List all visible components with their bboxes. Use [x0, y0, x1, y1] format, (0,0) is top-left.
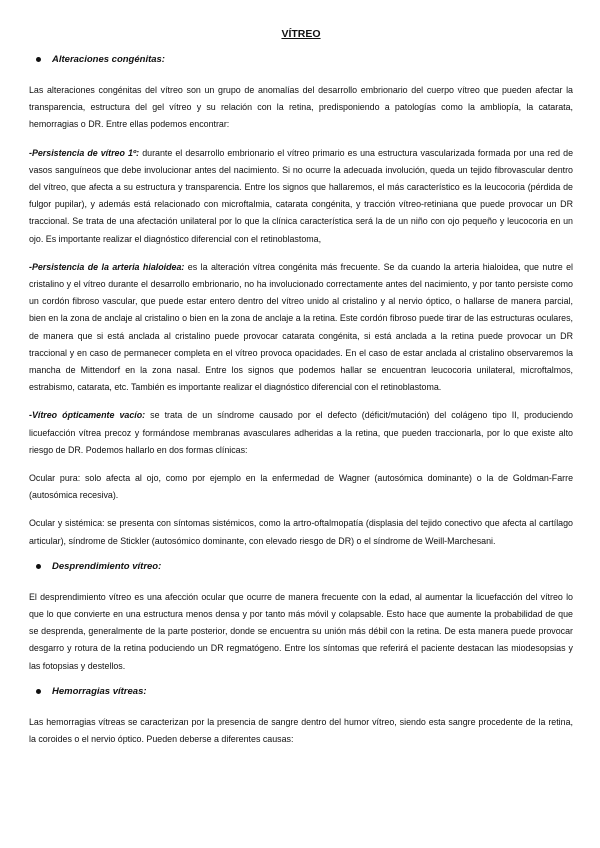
paragraph-lead: -Persistencia de vítreo 1º:: [29, 147, 140, 158]
paragraph-hyaloid-artery: [29, 259, 573, 397]
bullet-icon: [36, 57, 41, 62]
paragraph-body: es la alteración vítrea congénita más frecuente. Se da cuando la arteria hialoidea, que nutre el cristalino y el vítreo durante el desarrollo embrionario, no ha involucionado correctamente antes del nacimiento, y por tanto persiste como un cordón fibroso vascular, que puede estar entero dentro del vítreo unido al cristalino y al nervio óptico, o hallarse de manera parcial, bien en la zona de anclaje al cristalino o bien en la zona de anclaje a la retina. Este cordón fibroso puede tirar de las estructuras oculares, de manera que si está anclada al cristalino puede provocar catarata congénita, si está anclada a la retina puede provocar un DR traccional y en caso de permanecer completa en el vítreo provoca opacidades. En el caso de estar anclada al cristalino observaremos la mancha de Mittendorf en la zona nasal. Entre los signos que podemos hallar se encuentran leucocoria unilateral, microftalmos, estrabismo, catarata, etc. También es importante realizar el diagnóstico diferencial con el retinoblastoma.: [29, 261, 574, 393]
section-heading-label: Hemorragias vítreas:: [52, 685, 147, 697]
page-title: VÍTREO: [281, 28, 321, 40]
clinical-form-ocular: Ocular pura: solo afecta al ojo, como por ejemplo en la enfermedad de Wagner (autosómica dominante) o la de Goldman-Farre (autosómica recesiva).: [29, 473, 573, 501]
section-heading-congenital: [29, 54, 573, 65]
paragraph-primary-vitreous: [29, 145, 573, 248]
hemorrhage-text: Las hemorragias vítreas se caracterizan por la presencia de sangre dentro del humor vítreo, siendo esta sangre procedente de la retina, la coroides o el nervio óptico. Pueden deberse a diferentes causas:: [29, 716, 573, 745]
paragraph-empty-vitreous: [29, 407, 573, 459]
paragraph-lead: -Persistencia de la arteria hialoidea:: [29, 261, 185, 272]
section-heading-detachment: [29, 561, 573, 572]
section-heading-label: Alteraciones congénitas:: [52, 54, 165, 65]
section-heading-hemorrhage: [29, 686, 573, 697]
detachment-text: El desprendimiento vítreo es una afección ocular que ocurre de manera frecuente con la edad, al aumentar la licuefacción del vítreo lo que lo que convierte en una estructura menos densa y por tanto más móvil y colapsable. Esto hace que aumente la probabilidad de que se desprenda, generalmente de la parte posterior, donde se encuentra su unión más débil con la retina. De esta manera puede provocar desgarro y rotura de la retina poduciendo un DR regmatógeno. Entre los síntomas que referirá el paciente destacan las miodesopsias y las fotopsias y destellos.: [29, 591, 573, 671]
bullet-icon: [36, 689, 41, 694]
congenital-intro: Las alteraciones congénitas del vítreo son un grupo de anomalías del desarrollo embrionario del cuerpo vítreo que pueden afectar la transparencia, estructura del gel vítreo y su relación con la retina, predisponiendo a patologías como la ambliopía, la catarata, hemorragias o DR. Entre ellas podemos encontrar:: [29, 85, 573, 130]
bullet-icon: [36, 564, 41, 569]
paragraph-body: se trata de un síndrome causado por el defecto (déficit/mutación) del colágeno tipo II, produciendo licuefacción vítrea precoz y formándose membranas avasculares adheridas a la retina, que pueden traccionarla, por lo que existe alto riesgo de DR. Podemos hallarlo en dos formas clínicas:: [29, 410, 573, 455]
clinical-form-systemic: Ocular y sistémica: se presenta con síntomas sistémicos, como la artro-oftalmopatía (displasia del tejido conectivo que afecta al cartílago articular), síndrome de Stickler (autosómico dominante, con elevado riesgo de DR) o el síndrome de Weill-Marchesani.: [29, 518, 573, 546]
paragraph-lead: -Vítreo ópticamente vacío:: [29, 410, 146, 421]
paragraph-body: durante el desarrollo embrionario el vítreo primario es una estructura vascularizada formada por una red de vasos sanguíneos que debe involucionar antes del nacimiento. Si no ocurre la adecuada involución, queda un tejido fibrovascular dentro del vítreo, que afecta a su estructura y transparencia. Entre los signos que hallaremos, el más característico es la leucocoria (pérdida de fulgor pupilar), y además está relacionado con microftalmia, catarata congénita, y tracción vítreo-retiniana que puede provocar un DR traccional. Se trata de una afectación unilateral por lo que la clínica característica será la de un niño con ojo pequeño y leucocoria en un ojo. Es importante realizar el diagnóstico diferencial con el retinoblastoma,: [29, 147, 574, 244]
section-heading-label: Desprendimiento vítreo:: [52, 560, 162, 572]
